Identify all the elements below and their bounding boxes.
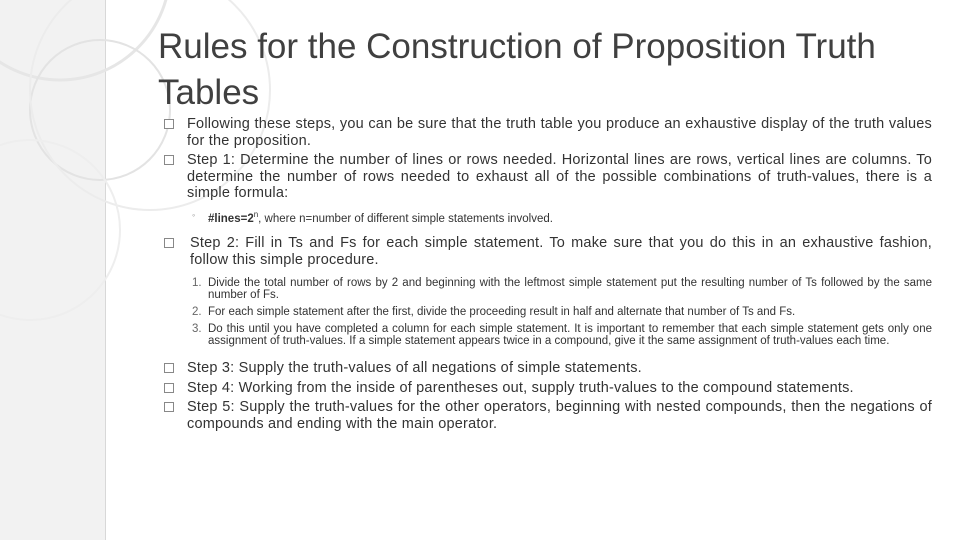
numbered-item: 2. For each simple statement after the first, divide the proceeding result in half and alternate that number of Ts and Fs. [192,306,796,319]
bullet-step-4: Step 4: Working from the inside of parentheses out, supply truth-values to the compound statements. [162,380,932,397]
formula-bold: #lines=2 [208,212,254,225]
bullet-step-3: Step 3: Supply the truth-values of all negations of simple statements. [162,360,932,377]
bullet-step-2: Step 2: Fill in Ts and Fs for each simple statement. To make sure that you do this in an exhaustive fashion, follow this simple procedure. [162,235,932,268]
square-bullet-icon [164,238,174,248]
numbered-item: 3. Do this until you have completed a column for each simple statement. It is important to remember that each simple statement gets only one assignment of truth-values. If a simple statement appears twice in a compound, give it the same assignment of truth-values each time. [192,323,932,348]
square-bullet-icon [164,402,174,412]
slide-body [162,116,932,435]
formula-description: , where n=number of different simple statements involved. [258,212,553,225]
square-bullet-icon [164,155,174,165]
bullet-intro: Following these steps, you can be sure that the truth table you produce an exhaustive display of the truth values for the proposition. [162,116,932,149]
square-bullet-icon [164,363,174,373]
dot-bullet-icon: ◦ [192,209,196,220]
formula-exponent: n [253,209,259,219]
formula-subbullet [162,208,932,226]
numbered-item: 1. Divide the total number of rows by 2 and beginning with the leftmost simple statement put the resulting number of Ts followed by the same number of Fs. [192,277,932,302]
bullet-step-5: Step 5: Supply the truth-values for the other operators, beginning with nested compounds, then the negations of compounds and ending with the main operator. [162,399,932,432]
bullet-step-1: Step 1: Determine the number of lines or rows needed. Horizontal lines are rows, vertical lines are columns. To determine the number of rows needed to exhaust all of the possible combinations of truth-values, there is a simple formula: [162,152,932,202]
slide-title: Rules for the Construction of Proposition Truth Tables [158,27,876,112]
square-bullet-icon [164,383,174,393]
square-bullet-icon [164,119,174,129]
